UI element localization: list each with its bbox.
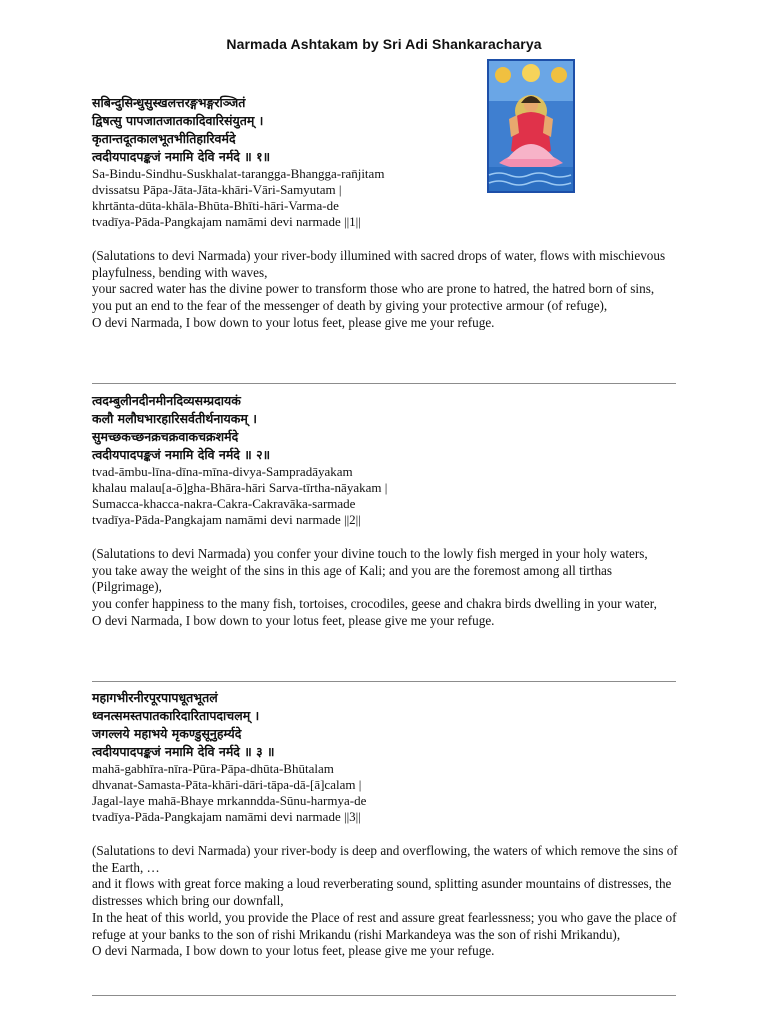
- sanskrit-line: त्वदीयपादपङ्कजं नमामि देवि नर्मदे ॥ २॥: [92, 447, 271, 462]
- transliteration-line: tvad-āmbu-līna-dīna-mīna-divya-Sampradāyakam: [92, 464, 353, 479]
- translation-block: [92, 843, 682, 960]
- translation-block: [92, 546, 682, 630]
- translation-paragraph: (Salutations to devi Narmada) your river-body is deep and overflowing, the waters of which remove the sins of the Earth, …: [92, 843, 678, 875]
- transliteration-line: tvadīya-Pāda-Pangkajam namāmi devi narmade ||2||: [92, 512, 361, 527]
- sanskrit-line: महागभीरनीरपूरपापधूतभूतलं: [92, 690, 218, 705]
- sanskrit-line: त्वदम्बुलीनदीनमीनदिव्यसम्प्रदायकं: [92, 393, 241, 408]
- translation-paragraph: you put an end to the fear of the messenger of death by giving your protective armour (of refuge),: [92, 298, 608, 314]
- stanza-3: [92, 689, 682, 960]
- sanskrit-line: सुमच्छकच्छनक्रचक्रवाकचक्रशर्मदे: [92, 429, 239, 444]
- translation-block: [92, 248, 682, 332]
- translation-paragraph: (Salutations to devi Narmada) you confer your divine touch to the lowly fish merged in your holy waters,: [92, 546, 648, 561]
- translation-paragraph: O devi Narmada, I bow down to your lotus feet, please give me your refuge.: [92, 314, 495, 330]
- transliteration-line: tvadīya-Pāda-Pangkajam namāmi devi narmade ||3||: [92, 809, 361, 824]
- translation-paragraph: you confer happiness to the many fish, tortoises, crocodiles, geese and chakra birds dwelling in your water,: [92, 596, 657, 612]
- transliteration-line: Sumacca-khacca-nakra-Cakra-Cakravāka-sarmade: [92, 496, 356, 511]
- sanskrit-line: ध्वनत्समस्तपातकारिदारितापदाचलम् ।: [92, 708, 260, 723]
- transliteration-line: tvadīya-Pāda-Pangkajam namāmi devi narmade ||1||: [92, 214, 361, 229]
- translation-paragraph: O devi Narmada, I bow down to your lotus feet, please give me your refuge.: [92, 612, 495, 628]
- sanskrit-line: कृतान्तदूतकालभूतभीतिहारिवर्मदे: [92, 131, 236, 146]
- sanskrit-line: द्विषत्सु पापजातजातकादिवारिसंयुतम् ।: [92, 113, 264, 128]
- transliteration-line: khalau malau[a-ō]gha-Bhāra-hāri Sarva-tīrtha-nāyakam |: [92, 480, 388, 495]
- sanskrit-line: सबिन्दुसिन्धुसुस्खलत्तरङ्गभङ्गरञ्जितं: [92, 95, 246, 110]
- translation-paragraph: In the heat of this world, you provide the Place of rest and assure great fearlessness; you who gave the place of refuge at your banks to the son of rishi Mrikandu (rishi Markandeya was the son of rishi Mrikandu),: [92, 909, 677, 942]
- section-divider: [92, 681, 676, 682]
- transliteration-line: Sa-Bindu-Sindhu-Suskhalat-tarangga-Bhangga-ran̄jitam: [92, 166, 385, 181]
- translation-paragraph: O devi Narmada, I bow down to your lotus feet, please give me your refuge.: [92, 943, 495, 959]
- sanskrit-line: कलौ मलौघभारहारिसर्वतीर्थनायकम् ।: [92, 411, 257, 426]
- page-title: Narmada Ashtakam by Sri Adi Shankaracharya: [226, 36, 542, 52]
- stanza-2: [92, 392, 682, 630]
- transliteration-line: khrtānta-dūta-khāla-Bhūta-Bhīti-hāri-Varma-de: [92, 198, 339, 213]
- translation-paragraph: (Salutations to devi Narmada) your river-body illumined with sacred drops of water, flows with mischievous playfulness, bending with waves,: [92, 248, 666, 280]
- section-divider: [92, 995, 676, 996]
- stanza-1: [92, 94, 682, 332]
- transliteration-line: mahā-gabhīra-nīra-Pūra-Pāpa-dhūta-Bhūtalam: [92, 761, 334, 776]
- translation-paragraph: your sacred water has the divine power to transform those who are prone to hatred, the hatred born of sins,: [92, 281, 655, 297]
- transliteration-line: dvissatsu Pāpa-Jāta-Jāta-khāri-Vāri-Samyutam |: [92, 182, 342, 197]
- sanskrit-line: जगल्लये महाभये मृकण्डुसूनुहर्म्यदे: [92, 726, 242, 741]
- transliteration-line: dhvanat-Samasta-Pāta-khāri-dāri-tāpa-dā-[ā]calam |: [92, 777, 362, 792]
- transliteration-line: Jagal-laye mahā-Bhaye mrkanndda-Sūnu-harmya-de: [92, 793, 367, 808]
- sanskrit-line: त्वदीयपादपङ्कजं नमामि देवि नर्मदे ॥ ३ ॥: [92, 744, 275, 759]
- section-divider: [92, 383, 676, 384]
- translation-paragraph: and it flows with great force making a loud reverberating sound, splitting asunder mountains of distresses, the distresses which bring our downfall,: [92, 876, 672, 909]
- sanskrit-line: त्वदीयपादपङ्कजं नमामि देवि नर्मदे ॥ १॥: [92, 149, 271, 164]
- translation-paragraph: you take away the weight of the sins in this age of Kali; and you are the foremost among all tirthas (Pilgrimage),: [92, 562, 613, 595]
